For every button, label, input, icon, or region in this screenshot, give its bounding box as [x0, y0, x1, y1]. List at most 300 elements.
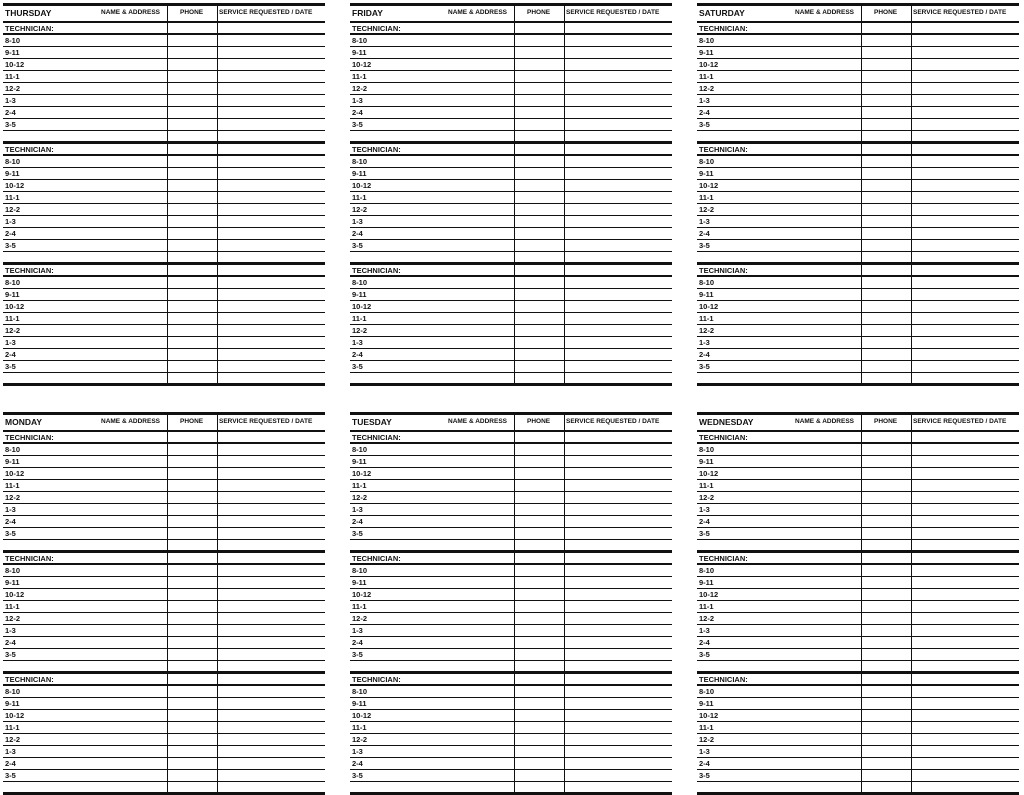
technician-label: TECHNICIAN: [5, 554, 54, 563]
blank-row[interactable] [350, 540, 672, 550]
column-name-address: NAME & ADDRESS [448, 9, 507, 16]
time-slot-row[interactable] [350, 325, 672, 337]
time-slot-row[interactable] [697, 710, 1019, 722]
time-slot-label: 9-11 [352, 169, 367, 178]
time-slot-row[interactable] [697, 456, 1019, 468]
column-service: SERVICE REQUESTED / DATE [219, 9, 313, 16]
time-slot-row[interactable] [697, 59, 1019, 71]
blank-row[interactable] [3, 782, 325, 792]
blank-row[interactable] [3, 540, 325, 550]
blank-row[interactable] [697, 540, 1019, 550]
time-slot-row[interactable] [3, 456, 325, 468]
time-slot-row[interactable] [350, 625, 672, 637]
time-slot-label: 3-5 [5, 362, 16, 371]
time-slot-row[interactable] [3, 119, 325, 131]
day-name: SATURDAY [699, 8, 745, 18]
time-slot-row[interactable] [350, 47, 672, 59]
time-slot-row[interactable] [3, 698, 325, 710]
time-slot-row[interactable] [3, 71, 325, 83]
time-slot-row[interactable] [350, 577, 672, 589]
time-slot-label: 1-3 [699, 338, 710, 347]
time-slot-label: 11-1 [352, 193, 367, 202]
time-slot-label: 8-10 [699, 278, 715, 287]
time-slot-row[interactable] [697, 504, 1019, 516]
time-slot-row[interactable] [350, 313, 672, 325]
time-slot-row[interactable] [350, 107, 672, 119]
time-slot-row[interactable] [350, 95, 672, 107]
time-slot-row[interactable] [3, 277, 325, 289]
time-slot-label: 3-5 [699, 529, 710, 538]
time-slot-row[interactable] [697, 601, 1019, 613]
blank-row[interactable] [697, 252, 1019, 262]
time-slot-row[interactable] [350, 156, 672, 168]
technician-header[interactable] [350, 553, 672, 565]
time-slot-row[interactable] [697, 47, 1019, 59]
time-slot-row[interactable] [350, 180, 672, 192]
column-phone: PHONE [874, 418, 898, 425]
time-slot-row[interactable] [697, 613, 1019, 625]
time-slot-label: 8-10 [352, 566, 368, 575]
time-slot-row[interactable] [697, 444, 1019, 456]
time-slot-label: 9-11 [352, 290, 367, 299]
time-slot-row[interactable] [350, 192, 672, 204]
day-header [3, 412, 325, 432]
time-slot-row[interactable] [350, 168, 672, 180]
time-slot-label: 2-4 [5, 517, 16, 526]
time-slot-row[interactable] [697, 625, 1019, 637]
time-slot-label: 10-12 [5, 711, 25, 720]
technician-header[interactable] [697, 432, 1019, 444]
time-slot-label: 11-1 [5, 723, 20, 732]
time-slot-row[interactable] [697, 649, 1019, 661]
time-slot-row[interactable] [350, 492, 672, 504]
time-slot-row[interactable] [697, 35, 1019, 47]
time-slot-row[interactable] [697, 746, 1019, 758]
day-section-0 [3, 3, 325, 386]
time-slot-label: 9-11 [699, 169, 714, 178]
time-slot-row[interactable] [3, 649, 325, 661]
time-slot-row[interactable] [350, 119, 672, 131]
column-divider [911, 6, 912, 383]
column-divider [564, 415, 565, 792]
time-slot-row[interactable] [350, 698, 672, 710]
blank-row[interactable] [350, 373, 672, 383]
time-slot-row[interactable] [3, 613, 325, 625]
time-slot-row[interactable] [350, 746, 672, 758]
time-slot-row[interactable] [3, 758, 325, 770]
time-slot-row[interactable] [697, 180, 1019, 192]
technician-block [697, 262, 1019, 383]
time-slot-label: 11-1 [699, 602, 714, 611]
time-slot-label: 2-4 [5, 108, 16, 117]
time-slot-row[interactable] [350, 228, 672, 240]
time-slot-label: 8-10 [352, 157, 368, 166]
time-slot-row[interactable] [350, 289, 672, 301]
time-slot-label: 11-1 [352, 723, 367, 732]
technician-label: TECHNICIAN: [699, 433, 748, 442]
time-slot-row[interactable] [3, 770, 325, 782]
time-slot-row[interactable] [3, 516, 325, 528]
time-slot-row[interactable] [697, 722, 1019, 734]
time-slot-row[interactable] [350, 504, 672, 516]
day-section-5 [697, 412, 1019, 795]
column-service: SERVICE REQUESTED / DATE [913, 9, 1007, 16]
technician-block [350, 671, 672, 792]
time-slot-label: 11-1 [352, 72, 367, 81]
column-phone: PHONE [180, 418, 204, 425]
time-slot-label: 10-12 [352, 181, 372, 190]
time-slot-row[interactable] [697, 565, 1019, 577]
time-slot-row[interactable] [697, 698, 1019, 710]
time-slot-row[interactable] [3, 625, 325, 637]
technician-label: TECHNICIAN: [352, 266, 401, 275]
time-slot-label: 1-3 [5, 747, 16, 756]
time-slot-label: 10-12 [5, 590, 25, 599]
time-slot-row[interactable] [350, 301, 672, 313]
time-slot-row[interactable] [697, 204, 1019, 216]
time-slot-row[interactable] [350, 204, 672, 216]
time-slot-label: 3-5 [352, 120, 363, 129]
time-slot-row[interactable] [350, 216, 672, 228]
time-slot-row[interactable] [3, 35, 325, 47]
time-slot-row[interactable] [350, 337, 672, 349]
technician-header[interactable] [697, 144, 1019, 156]
blank-row[interactable] [350, 661, 672, 671]
time-slot-row[interactable] [3, 444, 325, 456]
time-slot-row[interactable] [697, 313, 1019, 325]
time-slot-label: 3-5 [5, 241, 16, 250]
time-slot-row[interactable] [697, 119, 1019, 131]
time-slot-row[interactable] [350, 589, 672, 601]
technician-header[interactable] [350, 23, 672, 35]
technician-header[interactable] [3, 23, 325, 35]
time-slot-row[interactable] [350, 565, 672, 577]
time-slot-row[interactable] [3, 577, 325, 589]
time-slot-label: 3-5 [5, 650, 16, 659]
time-slot-row[interactable] [350, 349, 672, 361]
time-slot-row[interactable] [697, 516, 1019, 528]
time-slot-row[interactable] [3, 156, 325, 168]
time-slot-row[interactable] [3, 589, 325, 601]
time-slot-label: 9-11 [699, 699, 714, 708]
time-slot-row[interactable] [350, 528, 672, 540]
time-slot-row[interactable] [697, 734, 1019, 746]
time-slot-row[interactable] [350, 59, 672, 71]
column-divider [167, 6, 168, 383]
technician-block [350, 262, 672, 383]
technician-header[interactable] [697, 265, 1019, 277]
time-slot-row[interactable] [350, 758, 672, 770]
time-slot-row[interactable] [697, 156, 1019, 168]
time-slot-row[interactable] [350, 710, 672, 722]
time-slot-label: 12-2 [699, 84, 715, 93]
time-slot-row[interactable] [3, 83, 325, 95]
time-slot-row[interactable] [3, 204, 325, 216]
time-slot-row[interactable] [350, 601, 672, 613]
technician-block [3, 671, 325, 792]
time-slot-row[interactable] [350, 277, 672, 289]
time-slot-row[interactable] [697, 325, 1019, 337]
time-slot-row[interactable] [3, 59, 325, 71]
time-slot-label: 9-11 [699, 578, 714, 587]
time-slot-label: 2-4 [352, 517, 363, 526]
time-slot-row[interactable] [697, 289, 1019, 301]
time-slot-row[interactable] [3, 228, 325, 240]
time-slot-row[interactable] [3, 504, 325, 516]
time-slot-row[interactable] [3, 192, 325, 204]
column-service: SERVICE REQUESTED / DATE [566, 418, 660, 425]
time-slot-row[interactable] [350, 456, 672, 468]
time-slot-label: 1-3 [352, 96, 363, 105]
technician-label: TECHNICIAN: [352, 24, 401, 33]
column-name-address: NAME & ADDRESS [448, 418, 507, 425]
time-slot-row[interactable] [350, 613, 672, 625]
time-slot-label: 2-4 [699, 638, 710, 647]
blank-row[interactable] [3, 131, 325, 141]
time-slot-label: 3-5 [352, 362, 363, 371]
blank-row[interactable] [350, 782, 672, 792]
time-slot-row[interactable] [3, 325, 325, 337]
technician-label: TECHNICIAN: [5, 24, 54, 33]
technician-header[interactable] [3, 553, 325, 565]
time-slot-label: 12-2 [699, 205, 715, 214]
column-divider [217, 415, 218, 792]
time-slot-row[interactable] [3, 301, 325, 313]
time-slot-row[interactable] [350, 734, 672, 746]
technician-header[interactable] [697, 674, 1019, 686]
column-name-address: NAME & ADDRESS [795, 9, 854, 16]
day-name: MONDAY [5, 417, 42, 427]
time-slot-label: 3-5 [352, 529, 363, 538]
technician-header[interactable] [3, 432, 325, 444]
column-name-address: NAME & ADDRESS [795, 418, 854, 425]
blank-row[interactable] [3, 661, 325, 671]
time-slot-row[interactable] [3, 637, 325, 649]
time-slot-row[interactable] [350, 480, 672, 492]
time-slot-label: 10-12 [5, 302, 25, 311]
time-slot-row[interactable] [3, 349, 325, 361]
time-slot-label: 8-10 [5, 445, 21, 454]
time-slot-row[interactable] [3, 240, 325, 252]
time-slot-label: 8-10 [352, 36, 368, 45]
time-slot-row[interactable] [697, 589, 1019, 601]
technician-block [350, 23, 672, 141]
time-slot-label: 1-3 [5, 505, 16, 514]
time-slot-label: 2-4 [699, 517, 710, 526]
time-slot-row[interactable] [697, 277, 1019, 289]
time-slot-row[interactable] [350, 468, 672, 480]
time-slot-label: 12-2 [352, 205, 368, 214]
time-slot-row[interactable] [3, 337, 325, 349]
time-slot-label: 11-1 [5, 193, 20, 202]
time-slot-label: 8-10 [699, 157, 715, 166]
column-divider [514, 415, 515, 792]
time-slot-label: 10-12 [5, 469, 25, 478]
time-slot-label: 1-3 [5, 96, 16, 105]
time-slot-row[interactable] [3, 289, 325, 301]
time-slot-label: 1-3 [352, 217, 363, 226]
time-slot-label: 8-10 [352, 278, 368, 287]
time-slot-row[interactable] [3, 361, 325, 373]
time-slot-row[interactable] [3, 492, 325, 504]
time-slot-row[interactable] [697, 468, 1019, 480]
time-slot-row[interactable] [697, 528, 1019, 540]
time-slot-label: 8-10 [352, 445, 368, 454]
time-slot-label: 10-12 [352, 711, 372, 720]
technician-header[interactable] [350, 674, 672, 686]
time-slot-label: 9-11 [699, 457, 714, 466]
time-slot-row[interactable] [697, 216, 1019, 228]
time-slot-row[interactable] [697, 337, 1019, 349]
technician-header[interactable] [350, 265, 672, 277]
time-slot-row[interactable] [3, 107, 325, 119]
time-slot-row[interactable] [3, 528, 325, 540]
blank-row[interactable] [350, 252, 672, 262]
time-slot-label: 9-11 [699, 48, 714, 57]
time-slot-label: 3-5 [5, 120, 16, 129]
time-slot-row[interactable] [3, 710, 325, 722]
time-slot-label: 12-2 [5, 84, 21, 93]
time-slot-row[interactable] [697, 577, 1019, 589]
blank-row[interactable] [350, 131, 672, 141]
technician-label: TECHNICIAN: [5, 145, 54, 154]
time-slot-row[interactable] [350, 83, 672, 95]
time-slot-row[interactable] [350, 686, 672, 698]
time-slot-label: 11-1 [699, 72, 714, 81]
time-slot-label: 10-12 [352, 469, 372, 478]
blank-row[interactable] [697, 373, 1019, 383]
time-slot-row[interactable] [697, 492, 1019, 504]
time-slot-label: 8-10 [352, 687, 368, 696]
technician-label: TECHNICIAN: [699, 24, 748, 33]
time-slot-label: 12-2 [699, 614, 715, 623]
technician-header[interactable] [3, 144, 325, 156]
time-slot-row[interactable] [3, 168, 325, 180]
time-slot-row[interactable] [3, 601, 325, 613]
time-slot-row[interactable] [350, 71, 672, 83]
time-slot-row[interactable] [697, 349, 1019, 361]
time-slot-label: 1-3 [5, 217, 16, 226]
time-slot-row[interactable] [350, 240, 672, 252]
time-slot-row[interactable] [697, 228, 1019, 240]
time-slot-row[interactable] [697, 71, 1019, 83]
time-slot-row[interactable] [350, 35, 672, 47]
column-divider [167, 415, 168, 792]
time-slot-row[interactable] [3, 180, 325, 192]
blank-row[interactable] [697, 131, 1019, 141]
time-slot-row[interactable] [697, 83, 1019, 95]
time-slot-label: 10-12 [352, 60, 372, 69]
time-slot-label: 2-4 [352, 638, 363, 647]
time-slot-row[interactable] [3, 734, 325, 746]
time-slot-row[interactable] [350, 444, 672, 456]
time-slot-row[interactable] [350, 722, 672, 734]
technician-header[interactable] [350, 432, 672, 444]
time-slot-row[interactable] [350, 649, 672, 661]
technician-header[interactable] [3, 265, 325, 277]
time-slot-label: 2-4 [352, 759, 363, 768]
time-slot-label: 2-4 [5, 638, 16, 647]
time-slot-row[interactable] [3, 722, 325, 734]
time-slot-label: 12-2 [699, 493, 715, 502]
time-slot-row[interactable] [697, 361, 1019, 373]
technician-block [697, 141, 1019, 262]
time-slot-label: 8-10 [699, 687, 715, 696]
time-slot-row[interactable] [697, 168, 1019, 180]
time-slot-row[interactable] [697, 301, 1019, 313]
technician-block [3, 262, 325, 383]
technician-label: TECHNICIAN: [699, 675, 748, 684]
time-slot-row[interactable] [697, 95, 1019, 107]
time-slot-label: 2-4 [5, 350, 16, 359]
technician-block [697, 671, 1019, 792]
time-slot-row[interactable] [3, 468, 325, 480]
time-slot-row[interactable] [697, 107, 1019, 119]
time-slot-row[interactable] [3, 95, 325, 107]
day-header [350, 412, 672, 432]
column-phone: PHONE [180, 9, 204, 16]
time-slot-row[interactable] [3, 686, 325, 698]
day-header [697, 3, 1019, 23]
technician-label: TECHNICIAN: [5, 433, 54, 442]
blank-row[interactable] [3, 252, 325, 262]
time-slot-label: 9-11 [699, 290, 714, 299]
time-slot-label: 12-2 [5, 614, 21, 623]
time-slot-label: 11-1 [5, 481, 20, 490]
time-slot-row[interactable] [350, 770, 672, 782]
time-slot-row[interactable] [350, 637, 672, 649]
time-slot-row[interactable] [697, 637, 1019, 649]
time-slot-row[interactable] [3, 216, 325, 228]
column-phone: PHONE [874, 9, 898, 16]
technician-block [3, 141, 325, 262]
time-slot-label: 2-4 [699, 350, 710, 359]
blank-row[interactable] [697, 782, 1019, 792]
technician-header[interactable] [697, 23, 1019, 35]
time-slot-row[interactable] [350, 361, 672, 373]
time-slot-row[interactable] [697, 192, 1019, 204]
time-slot-row[interactable] [697, 770, 1019, 782]
time-slot-label: 9-11 [352, 48, 367, 57]
time-slot-label: 3-5 [5, 771, 16, 780]
time-slot-label: 2-4 [352, 108, 363, 117]
technician-header[interactable] [350, 144, 672, 156]
technician-header[interactable] [697, 553, 1019, 565]
time-slot-label: 1-3 [352, 747, 363, 756]
time-slot-row[interactable] [3, 746, 325, 758]
technician-label: TECHNICIAN: [699, 266, 748, 275]
time-slot-row[interactable] [3, 47, 325, 59]
time-slot-row[interactable] [350, 516, 672, 528]
time-slot-label: 3-5 [699, 650, 710, 659]
time-slot-row[interactable] [697, 686, 1019, 698]
time-slot-row[interactable] [3, 480, 325, 492]
technician-block [3, 432, 325, 550]
technician-label: TECHNICIAN: [352, 433, 401, 442]
time-slot-row[interactable] [697, 758, 1019, 770]
time-slot-row[interactable] [697, 240, 1019, 252]
column-service: SERVICE REQUESTED / DATE [219, 418, 313, 425]
time-slot-row[interactable] [3, 313, 325, 325]
blank-row[interactable] [3, 373, 325, 383]
blank-row[interactable] [697, 661, 1019, 671]
technician-header[interactable] [3, 674, 325, 686]
time-slot-label: 12-2 [5, 493, 21, 502]
time-slot-row[interactable] [3, 565, 325, 577]
time-slot-row[interactable] [697, 480, 1019, 492]
time-slot-label: 10-12 [699, 469, 719, 478]
column-phone: PHONE [527, 9, 551, 16]
